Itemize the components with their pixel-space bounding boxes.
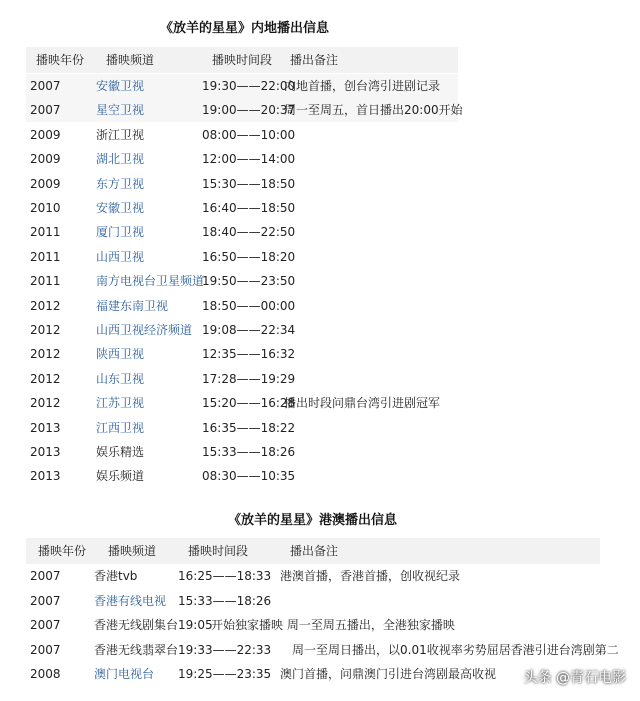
cell-time: 18:40——22:50 [202,225,296,240]
table-row [26,294,458,318]
cell-note: 澳门首播，问鼎澳门引进台湾剧最高收视 [280,667,497,681]
cell-time: 16:25——18:33 [178,569,272,583]
cell-note: 周一至周五，首日播出20:00开始 [284,103,463,118]
cell-channel: 香港tvb [94,569,138,583]
cell-year: 2013 [30,420,61,435]
cell-year: 2011 [30,225,61,240]
header-year: 播映年份 [36,53,85,67]
cell-time: 19:25——23:35 [178,667,272,681]
mainland-table-title: 《放羊的星星》内地播出信息 [160,21,330,36]
table-row [26,123,458,147]
cell-channel: 香港无线剧集台 [94,618,179,632]
cell-time: 19:33——22:33 [178,642,272,657]
table-row [26,74,458,98]
channel-link[interactable]: 山西卫视 [96,249,145,264]
cell-note: 周一至周日播出，以0.01收视率劣势屈居香港引进台湾剧第二 [292,642,619,657]
cell-time: 15:20——16:28 [202,396,296,411]
cell-year: 2007 [30,79,61,93]
table-row [26,464,458,488]
cell-year: 2007 [30,642,61,657]
cell-time: 15:30——18:50 [202,176,296,191]
cell-year: 2012 [30,323,61,337]
table-row [26,416,458,440]
watermark-text: 头条 @青石电影 [523,670,626,686]
cell-year: 2009 [30,176,61,191]
cell-time: 16:50——18:20 [202,249,296,264]
mainland-table-header [26,47,458,73]
channel-link[interactable]: 山东卫视 [96,371,145,386]
channel-link[interactable]: 南方电视台卫星频道 [96,274,205,289]
table-row [26,367,458,391]
cell-time: 12:35——16:32 [202,347,296,362]
header-note: 播出备注 [290,544,339,558]
cell-channel: 娱乐频道 [96,469,145,484]
cell-time: 08:30——10:35 [202,469,296,484]
cell-time: 19:08——22:34 [202,323,296,337]
table-row [26,564,616,588]
header-time: 播映时间段 [212,53,273,67]
cell-time: 12:00——14:00 [202,152,296,167]
table-row [26,589,616,613]
channel-link[interactable]: 厦门卫视 [96,225,145,240]
channel-link[interactable]: 江苏卫视 [96,396,145,411]
cell-time: 19:00——20:37 [202,103,296,118]
cell-time: 08:00——10:00 [202,127,296,142]
cell-year: 2012 [30,371,61,386]
cell-note: 内地首播，创台湾引进剧记录 [284,79,441,93]
cell-year: 2012 [30,298,61,313]
table-row [26,196,458,220]
table-row [26,245,458,269]
table-row [26,172,458,196]
channel-link[interactable]: 星空卫视 [96,103,145,118]
hkmacau-table-header [26,538,600,564]
cell-time: 19:30——22:00 [202,79,296,93]
cell-time: 19:50——23:50 [202,274,296,289]
channel-link[interactable]: 安徽卫视 [96,79,145,93]
channel-link[interactable]: 江西卫视 [96,420,145,435]
cell-time: 19:05 [178,618,213,632]
cell-note: 开始独家播映 周一至周五播出，全港独家播映 [211,618,455,632]
table-row [26,440,458,464]
cell-year: 2007 [30,593,61,608]
table-row [26,342,458,366]
cell-year: 2008 [30,667,61,681]
cell-year: 2011 [30,274,61,289]
cell-year: 2013 [30,445,61,459]
cell-time: 15:33——18:26 [202,445,296,459]
cell-year: 2010 [30,201,61,215]
cell-note: 播出时段问鼎台湾引进剧冠军 [284,396,441,411]
header-channel: 播映频道 [108,544,157,558]
hkmacau-table-title: 《放羊的星星》港澳播出信息 [228,513,398,528]
channel-link[interactable]: 澳门电视台 [94,667,155,681]
cell-year: 2009 [30,127,61,142]
header-year: 播映年份 [38,544,87,558]
channel-link[interactable]: 山西卫视经济频道 [96,323,193,337]
table-row [26,269,458,293]
cell-time: 16:40——18:50 [202,201,296,215]
table-row [26,318,458,342]
table-row [26,638,619,662]
header-note: 播出备注 [290,53,339,67]
cell-time: 15:33——18:26 [178,593,272,608]
channel-link[interactable]: 安徽卫视 [96,201,145,215]
channel-link[interactable]: 福建东南卫视 [96,298,169,313]
table-row [26,391,458,415]
cell-time: 16:35——18:22 [202,420,296,435]
table-row [26,98,463,122]
cell-year: 2011 [30,249,61,264]
cell-year: 2009 [30,152,61,167]
cell-year: 2012 [30,396,61,411]
cell-channel: 娱乐精选 [96,445,145,459]
cell-note: 港澳首播，香港首播，创收视纪录 [280,569,461,583]
cell-time: 18:50——00:00 [202,298,296,313]
header-channel: 播映频道 [106,53,155,67]
cell-year: 2007 [30,569,61,583]
cell-channel: 香港无线翡翠台 [94,642,179,657]
channel-link[interactable]: 东方卫视 [96,176,145,191]
table-row [26,147,458,171]
cell-year: 2012 [30,347,61,362]
table-row [26,613,616,637]
channel-link[interactable]: 香港有线电视 [94,593,167,608]
cell-channel: 浙江卫视 [96,127,145,142]
table-row [26,220,458,244]
cell-year: 2013 [30,469,61,484]
channel-link[interactable]: 湖北卫视 [96,152,145,167]
cell-year: 2007 [30,618,61,632]
header-time: 播映时间段 [188,544,249,558]
cell-year: 2007 [30,103,61,118]
cell-time: 17:28——19:29 [202,371,296,386]
channel-link[interactable]: 陕西卫视 [96,347,145,362]
